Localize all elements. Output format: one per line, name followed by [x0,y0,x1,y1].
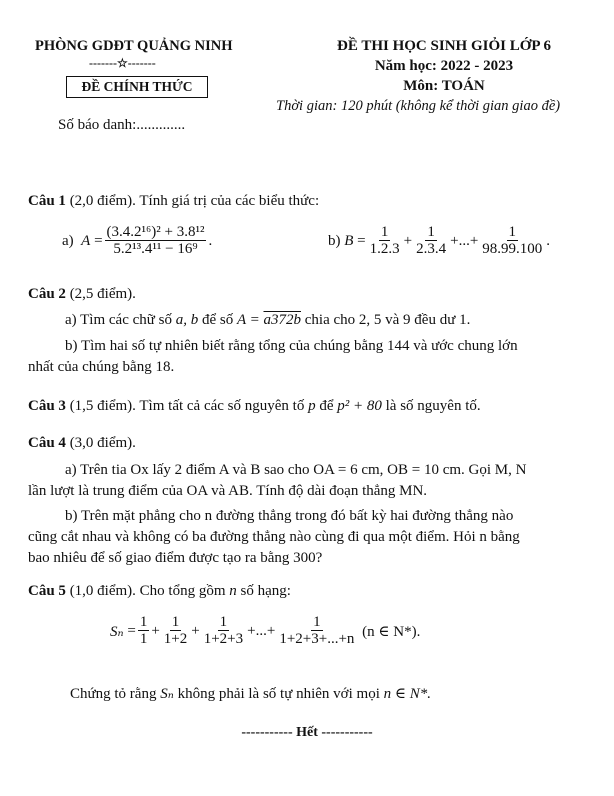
question-1-heading: Câu 1 (2,0 điểm). Tính giá trị của các biểu thức: [28,193,320,209]
question-1a: a) A = $\frac{\text{(3.4.2¹⁶)² + 3.8¹²}}{\text{5.2¹³.4¹¹ − 16⁹}}$ . [62,224,213,257]
question-2-heading: Câu 2 (2,5 điểm). [28,286,136,302]
sum-formula: Sₙ = $\frac{1}{1}$ + $\frac{1}{1+2}$ + $\frac{1}{1+2+3}$ +...+ $\frac{1}{1+2+3+...+n}$ (n ∈ N*). [110,614,421,647]
question-4-heading: Câu 4 (3,0 điểm). [28,435,136,451]
question-4a: a) Trên tia Ox lấy 2 điểm A và B sao cho OA = 6 cm, OB = 10 cm. Gọi M, N lần lượt là trung điểm của OA và AB. Tính độ dài đoạn thẳng MN. [28,462,527,499]
time-allowed: Thời gian: 120 phút (không kể thời gian giao đề) [276,98,561,114]
official-stamp: ĐỀ CHÍNH THỨC [66,76,208,98]
exam-title: ĐỀ THI HỌC SINH GIỎI LỚP 6 [337,38,551,54]
question-2a: a) Tìm các chữ số a, b để số A = a372b chia cho 2, 5 và 9 đều dư 1. [65,312,471,328]
candidate-number: Số báo danh:............. [58,117,186,133]
question-5-conclusion: Chứng tỏ rằng Sₙ không phải là số tự nhiên với mọi n ∈ N*. [70,686,431,702]
fraction-a: $\frac{\text{(3.4.2¹⁶)² + 3.8¹²}}{\text{5.2¹³.4¹¹ − 16⁹}}$ [106,224,205,257]
subject: Môn: TOÁN [403,78,485,94]
school-year: Năm học: 2022 - 2023 [374,58,514,74]
question-3: Câu 3 (1,5 điểm). Tìm tất cả các số nguyên tố p để p² + 80 là số nguyên tố. [28,398,481,414]
star-divider: -------☆------- [89,56,156,70]
end-marker: ----------- Hết ----------- [241,725,373,740]
department-name: PHÒNG GDĐT QUẢNG NINH [35,38,233,54]
question-1b: b) B = $\frac{1}{1.2.3}$ + $\frac{1}{2.3.4}$ +...+ $\frac{1}{98.99.100}$ . [328,224,551,257]
question-5-heading: Câu 5 (1,0 điểm). Cho tổng gồm n số hạng: [28,583,291,599]
question-4b: b) Trên mặt phẳng cho n đường thẳng trong đó bất kỳ hai đường thẳng nào cũng cắt nhau và không có ba đường thẳng nào cùng đi qua một điểm. Hỏi n bằng bao nhiêu để số giao điểm được tạo ra bằng 300? [28,508,520,566]
question-2b: b) Tìm hai số tự nhiên biết rằng tổng của chúng bằng 144 và ước chung lớn nhất của chúng bằng 18. [28,338,518,375]
